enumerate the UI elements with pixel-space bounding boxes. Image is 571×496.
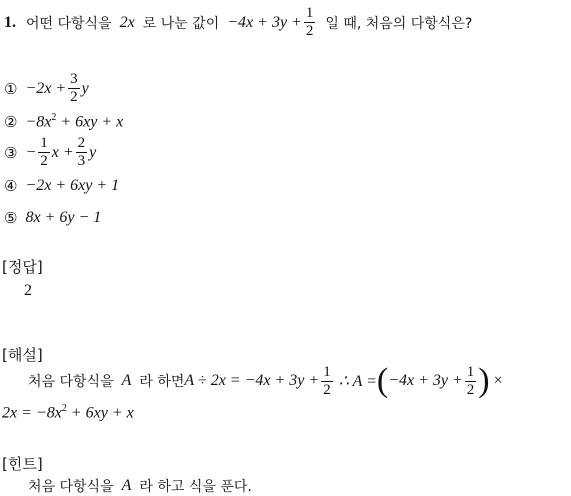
question-line — [4, 6, 472, 39]
fraction-denominator: 2 — [70, 89, 78, 105]
right-paren: ) — [478, 362, 490, 399]
answer-value: 2 — [24, 282, 32, 299]
explanation-equation: A ÷ 2x = −4x + 3y + — [184, 372, 320, 389]
question-quotient-fraction — [304, 6, 316, 39]
question-text-mid: 로 나눈 값이 — [142, 15, 220, 32]
choice-fraction — [68, 72, 80, 105]
choice-3[interactable] — [4, 136, 96, 169]
choice-mark: ⑤ — [4, 209, 18, 227]
exponent: 2 — [61, 403, 67, 414]
fraction-numerator: 1 — [40, 135, 48, 151]
question-divisor: 2x — [119, 13, 135, 31]
choice-lead: − — [25, 143, 37, 161]
question-quotient-lead: −4x + 3y + — [227, 13, 302, 31]
fraction-denominator: 2 — [466, 381, 475, 398]
fraction-numerator: 2 — [77, 135, 86, 151]
explanation-line-1 — [28, 364, 503, 398]
explanation-heading: [해설] — [2, 346, 43, 364]
fraction-denominator: 2 — [40, 153, 48, 169]
choice-expression: 8x + 6y − 1 — [25, 209, 102, 226]
question-text-after: 일 때, 처음의 다항식은? — [325, 15, 473, 32]
inner-fraction — [465, 365, 477, 398]
choice-tail: y — [89, 143, 97, 161]
fraction-denominator: 2 — [305, 23, 314, 39]
choice-mid: x + — [51, 143, 74, 161]
choice-1[interactable] — [4, 72, 89, 105]
hint-heading: [힌트] — [2, 455, 43, 473]
line2-part-a: 2x = −8x — [2, 404, 62, 422]
variable-a: A — [121, 372, 132, 389]
choice-mark: ① — [4, 79, 18, 98]
inner-expression: −4x + 3y + — [388, 372, 463, 389]
fraction-numerator: 1 — [305, 5, 314, 21]
fraction-denominator: 2 — [323, 381, 331, 398]
choice-4[interactable] — [4, 177, 119, 195]
fraction-numerator: 1 — [466, 363, 475, 380]
question-text-before: 어떤 다항식을 — [26, 15, 112, 32]
fraction-numerator: 3 — [70, 71, 78, 87]
explanation-line-2 — [2, 403, 134, 422]
choice-fraction-1 — [38, 136, 50, 169]
variable-a: A — [121, 477, 132, 494]
explanation-text: 처음 다항식을 — [28, 374, 114, 390]
choice-mark: ③ — [4, 143, 18, 162]
choice-5[interactable] — [4, 209, 101, 227]
hint-text: 처음 다항식을 — [28, 479, 114, 495]
choice-2[interactable] — [4, 112, 123, 131]
hint-text-2: 라 하고 식을 푼다. — [139, 479, 252, 495]
choice-mark: ④ — [4, 177, 18, 195]
choice-lead: −2x + — [25, 79, 67, 97]
expr-part-b: + 6xy + x — [56, 113, 124, 131]
explanation-fraction — [321, 365, 333, 398]
therefore-clause: ∴ A = — [338, 373, 377, 390]
expr-part-a: −8x — [25, 113, 52, 131]
fraction-numerator: 1 — [323, 363, 331, 380]
choice-tail: y — [81, 79, 89, 97]
line2-part-b: + 6xy + x — [66, 404, 134, 422]
choice-fraction-2 — [76, 136, 88, 169]
hint-line — [28, 476, 252, 496]
question-number: 1. — [4, 13, 16, 31]
choice-expression — [25, 112, 123, 131]
times-sign: × — [493, 372, 503, 389]
choice-expression: −2x + 6xy + 1 — [25, 177, 120, 194]
fraction-denominator: 3 — [77, 153, 86, 169]
answer-heading: [정답] — [2, 258, 43, 276]
left-paren: ( — [376, 362, 389, 399]
exponent: 2 — [51, 112, 57, 123]
explanation-text-2: 라 하면 — [139, 374, 185, 390]
choice-mark: ② — [4, 112, 18, 131]
